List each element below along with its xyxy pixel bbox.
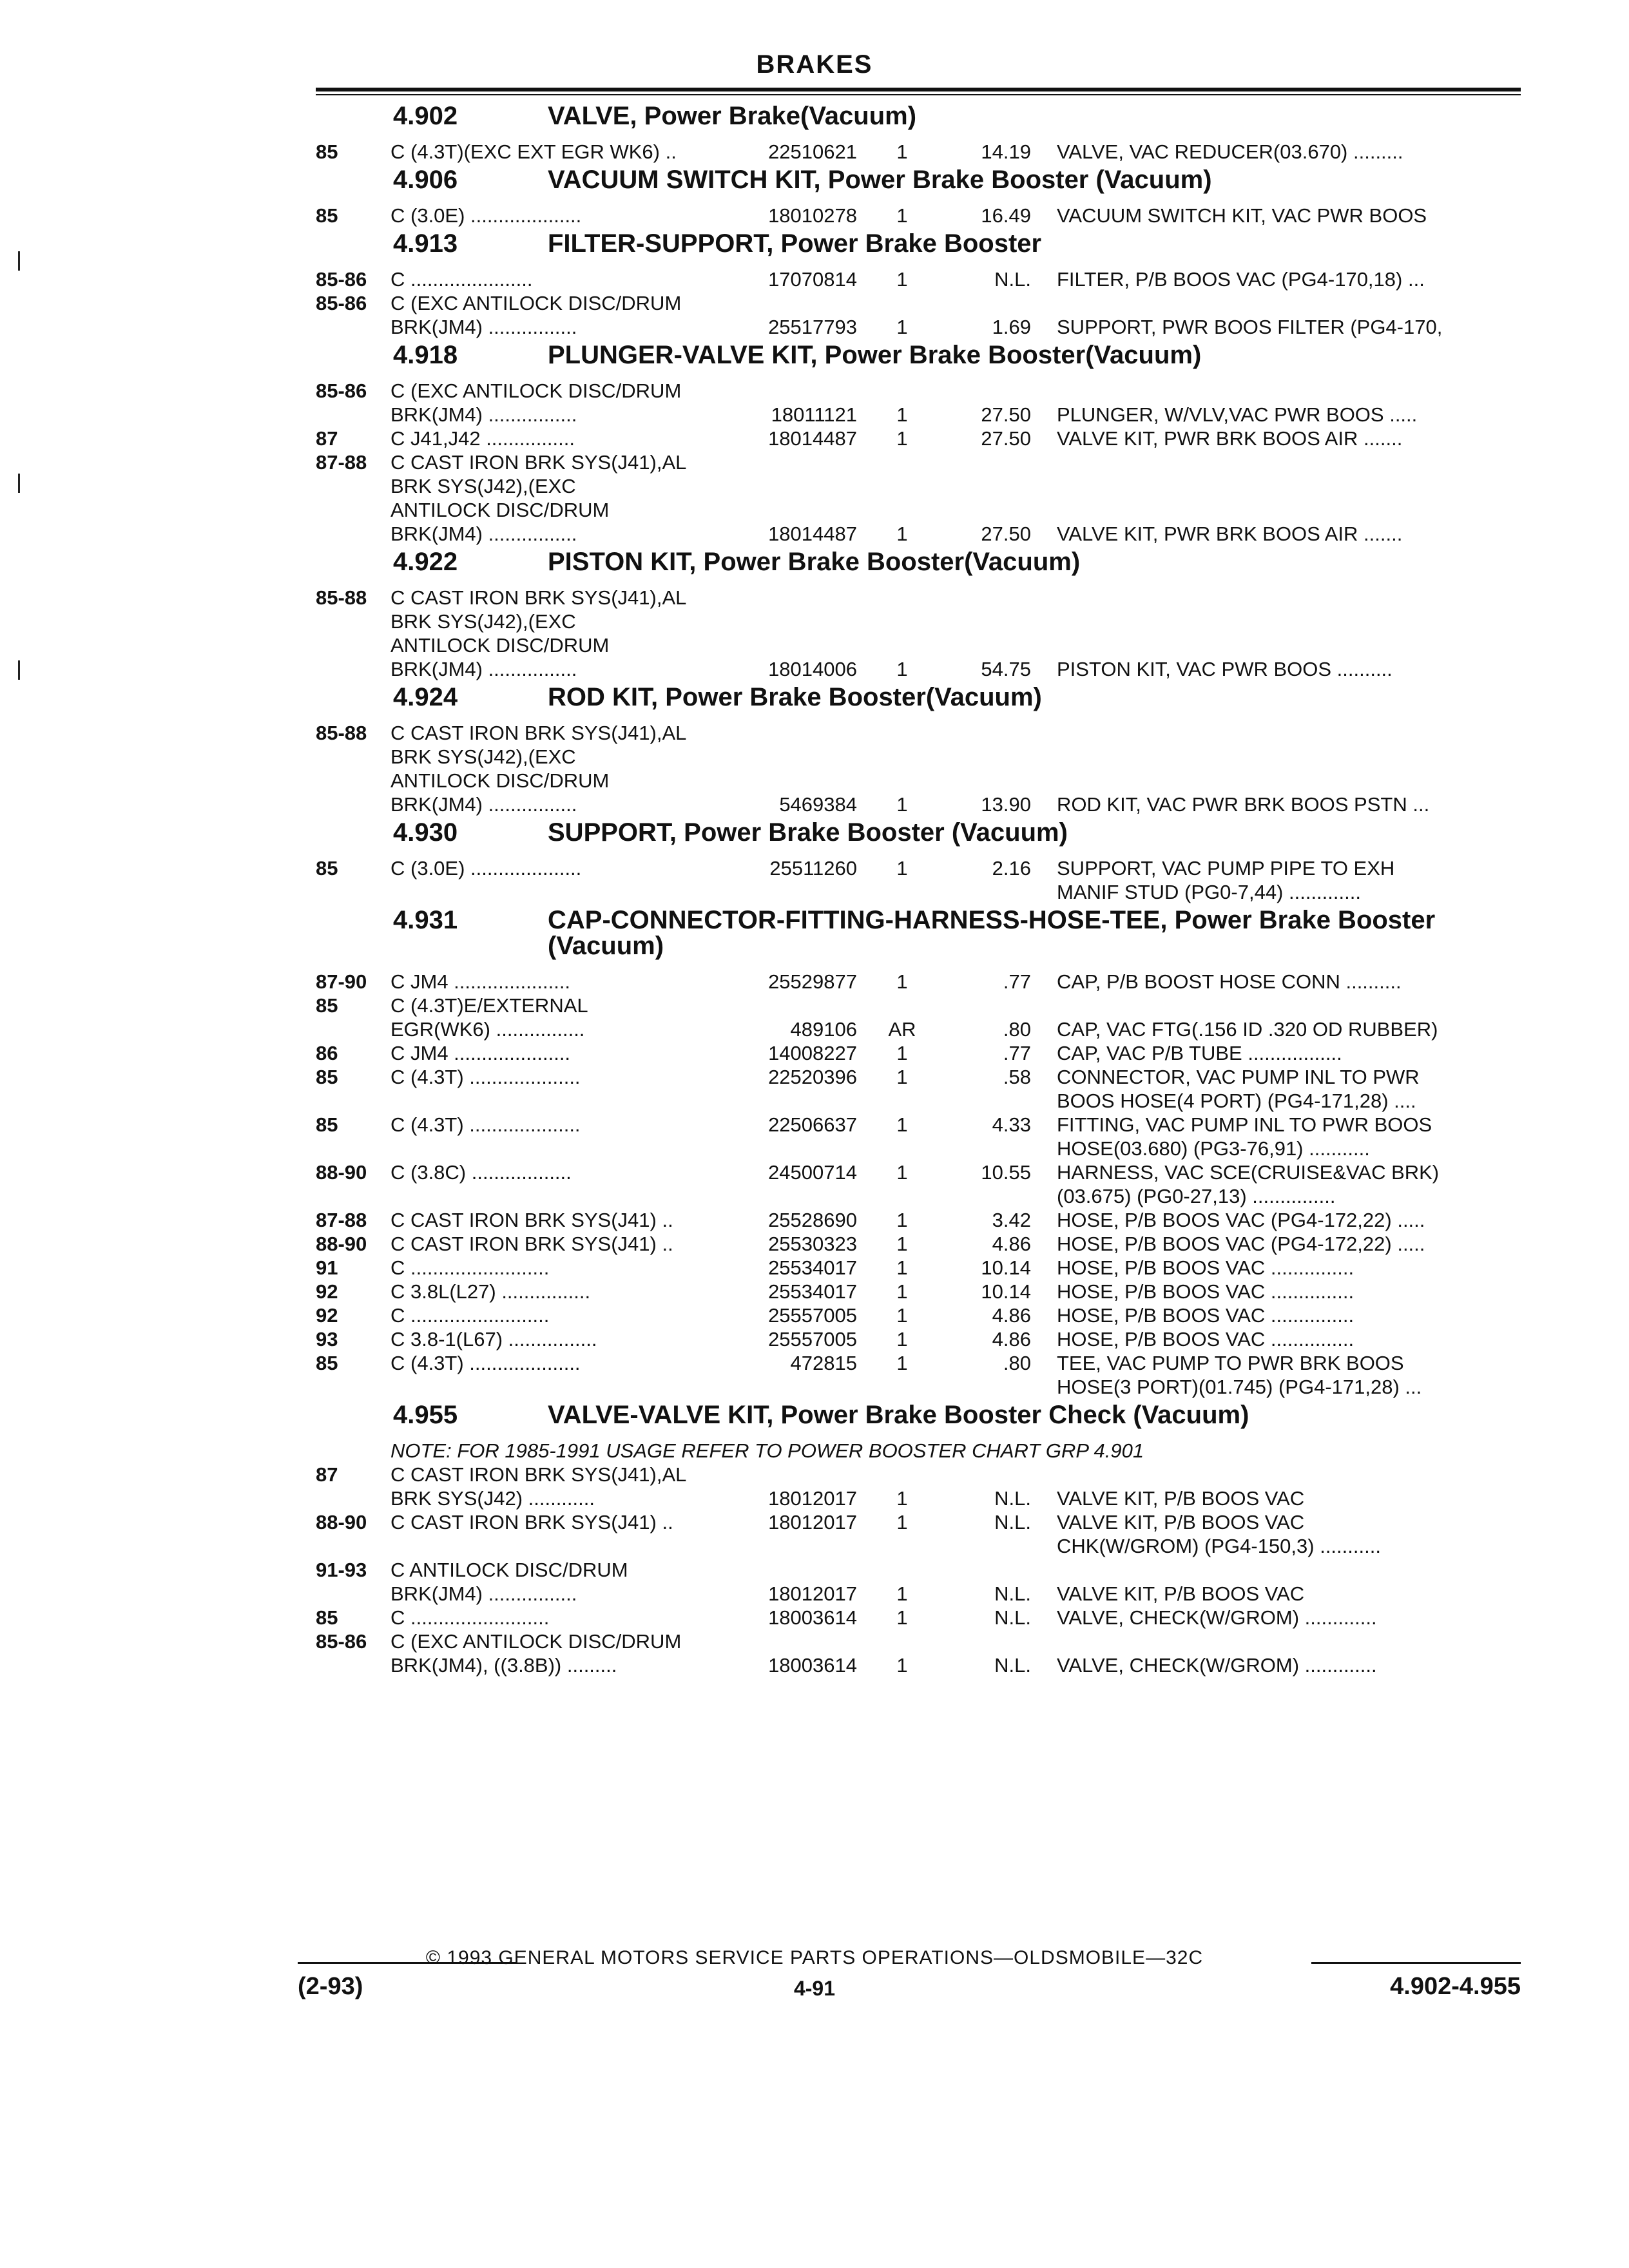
usage-condition: C J41,J42 ................ xyxy=(390,427,575,450)
model-year: 85-86 xyxy=(316,380,367,402)
usage-condition: C 3.8-1(L67) ................ xyxy=(390,1328,597,1350)
model-year: 85-88 xyxy=(316,722,367,744)
usage-condition: C (4.3T) .................... xyxy=(390,1066,581,1088)
part-description: SUPPORT, PWR BOOS FILTER (PG4-170, xyxy=(1057,316,1443,338)
table-row xyxy=(0,1352,1629,1375)
usage-condition: C (3.0E) .................... xyxy=(390,204,582,227)
price: .80 xyxy=(1003,1352,1031,1374)
table-row xyxy=(0,1559,1629,1582)
table-row-continuation xyxy=(0,1137,1629,1160)
quantity: 1 xyxy=(896,1209,908,1231)
table-row xyxy=(0,1328,1629,1351)
table-row-continuation xyxy=(0,769,1629,793)
part-description: CAP, VAC P/B TUBE ................. xyxy=(1057,1042,1342,1064)
price: 4.33 xyxy=(992,1113,1031,1136)
model-year: 87-90 xyxy=(316,970,367,993)
model-year: 87-88 xyxy=(316,1209,367,1231)
part-description: CAP, P/B BOOST HOSE CONN .......... xyxy=(1057,970,1402,993)
quantity: 1 xyxy=(896,403,908,426)
model-year: 85 xyxy=(316,1113,338,1136)
model-year: 93 xyxy=(316,1328,338,1350)
part-number: 22510621 xyxy=(768,140,857,163)
part-number: 18014006 xyxy=(768,658,857,680)
usage-condition: ANTILOCK DISC/DRUM xyxy=(390,634,610,657)
part-number: 5469384 xyxy=(779,793,857,816)
part-description: VALVE KIT, PWR BRK BOOS AIR ....... xyxy=(1057,523,1403,545)
table-row xyxy=(0,1606,1629,1629)
table-row-continuation xyxy=(0,1018,1629,1041)
price: N.L. xyxy=(994,1487,1031,1510)
section-title: CAP-CONNECTOR-FITTING-HARNESS-HOSE-TEE, Power Brake Booster (Vacuum) xyxy=(548,906,1436,960)
footer-copyright: © 1993 GENERAL MOTORS SERVICE PARTS OPERATIONS—OLDSMOBILE—32C xyxy=(425,1947,1204,1968)
section-number: 4.930 xyxy=(393,818,458,847)
model-year: 85 xyxy=(316,1352,338,1374)
part-number: 18012017 xyxy=(768,1511,857,1533)
model-year: 85 xyxy=(316,857,338,879)
quantity: 1 xyxy=(896,1042,908,1064)
model-year: 88-90 xyxy=(316,1161,367,1184)
table-row xyxy=(0,268,1629,291)
section-number: 4.924 xyxy=(393,683,458,711)
usage-condition: C CAST IRON BRK SYS(J41) .. xyxy=(390,1209,673,1231)
price: 27.50 xyxy=(981,403,1031,426)
part-number: 18011121 xyxy=(771,403,857,426)
model-year: 85-88 xyxy=(316,586,367,609)
price: .58 xyxy=(1003,1066,1031,1088)
part-description: HOSE, P/B BOOS VAC ............... xyxy=(1057,1328,1354,1350)
usage-condition: BRK(JM4) ................ xyxy=(390,658,577,680)
section-title: PLUNGER-VALVE KIT, Power Brake Booster(Vacuum) xyxy=(548,341,1202,369)
quantity: 1 xyxy=(896,1233,908,1255)
price: 54.75 xyxy=(981,658,1031,680)
usage-condition: C (EXC ANTILOCK DISC/DRUM xyxy=(390,1630,682,1653)
part-number: 25534017 xyxy=(768,1280,857,1303)
part-description: BOOS HOSE(4 PORT) (PG4-171,28) .... xyxy=(1057,1090,1416,1112)
section-number: 4.955 xyxy=(393,1401,458,1429)
header-rule-thin xyxy=(316,94,1521,95)
usage-condition: BRK(JM4) ................ xyxy=(390,793,577,816)
table-row xyxy=(0,292,1629,315)
part-description: VACUUM SWITCH KIT, VAC PWR BOOS xyxy=(1057,204,1427,227)
usage-condition: BRK(JM4), ((3.8B)) ......... xyxy=(390,1654,617,1677)
quantity: 1 xyxy=(896,1280,908,1303)
table-row-continuation xyxy=(0,499,1629,522)
usage-condition: ANTILOCK DISC/DRUM xyxy=(390,499,610,521)
quantity: 1 xyxy=(896,1606,908,1629)
usage-condition: C (3.8C) .................. xyxy=(390,1161,572,1184)
model-year: 85-86 xyxy=(316,268,367,291)
usage-condition: C (3.0E) .................... xyxy=(390,857,582,879)
table-row xyxy=(0,1280,1629,1303)
table-row xyxy=(0,586,1629,610)
quantity: 1 xyxy=(896,204,908,227)
table-row xyxy=(0,204,1629,227)
part-description: HOSE, P/B BOOS VAC ............... xyxy=(1057,1304,1354,1327)
table-row xyxy=(0,1256,1629,1280)
part-number: 18012017 xyxy=(768,1487,857,1510)
section-number: 4.931 xyxy=(393,906,458,934)
part-description: VALVE, CHECK(W/GROM) ............. xyxy=(1057,1606,1377,1629)
part-description: CONNECTOR, VAC PUMP INL TO PWR xyxy=(1057,1066,1420,1088)
part-number: 25511260 xyxy=(769,857,857,879)
section-title: VALVE, Power Brake(Vacuum) xyxy=(548,102,917,130)
model-year: 85 xyxy=(316,204,338,227)
quantity: 1 xyxy=(896,268,908,291)
section-number: 4.906 xyxy=(393,166,458,194)
part-number: 489106 xyxy=(790,1018,857,1041)
part-number: 22506637 xyxy=(768,1113,857,1136)
part-description: TEE, VAC PUMP TO PWR BRK BOOS xyxy=(1057,1352,1404,1374)
part-description: VALVE KIT, P/B BOOS VAC xyxy=(1057,1487,1305,1510)
part-description: SUPPORT, VAC PUMP PIPE TO EXH xyxy=(1057,857,1395,879)
part-description: VALVE KIT, PWR BRK BOOS AIR ....... xyxy=(1057,427,1403,450)
table-row-continuation xyxy=(0,881,1629,904)
part-number: 14008227 xyxy=(768,1042,857,1064)
section-title: FILTER-SUPPORT, Power Brake Booster xyxy=(548,229,1042,258)
part-number: 472815 xyxy=(790,1352,857,1374)
table-row-continuation xyxy=(0,523,1629,546)
part-description: HOSE(03.680) (PG3-76,91) ........... xyxy=(1057,1137,1370,1160)
table-row-continuation xyxy=(0,793,1629,816)
quantity: 1 xyxy=(896,523,908,545)
table-row-continuation xyxy=(0,1090,1629,1113)
table-row xyxy=(0,1233,1629,1256)
margin-mark xyxy=(18,251,20,271)
price: 4.86 xyxy=(992,1304,1031,1327)
price: .77 xyxy=(1003,970,1031,993)
table-row xyxy=(0,1042,1629,1065)
usage-condition: C (4.3T) .................... xyxy=(390,1113,581,1136)
footer-date: (2-93) xyxy=(298,1973,363,2000)
part-description: VALVE KIT, P/B BOOS VAC xyxy=(1057,1582,1305,1605)
table-row xyxy=(0,1630,1629,1653)
table-row-continuation xyxy=(0,316,1629,339)
part-description: PISTON KIT, VAC PWR BOOS .......... xyxy=(1057,658,1393,680)
usage-condition: C ......................... xyxy=(390,1606,550,1629)
quantity: 1 xyxy=(896,1113,908,1136)
table-row xyxy=(0,140,1629,164)
usage-condition: C CAST IRON BRK SYS(J41) .. xyxy=(390,1233,673,1255)
table-row-continuation xyxy=(0,634,1629,657)
table-row xyxy=(0,1161,1629,1184)
quantity: 1 xyxy=(896,970,908,993)
price: 2.16 xyxy=(992,857,1031,879)
quantity: 1 xyxy=(896,1654,908,1677)
part-description: FILTER, P/B BOOS VAC (PG4-170,18) ... xyxy=(1057,268,1425,291)
price: N.L. xyxy=(994,1511,1031,1533)
margin-mark xyxy=(18,474,20,493)
usage-condition: BRK(JM4) ................ xyxy=(390,523,577,545)
part-number: 18003614 xyxy=(768,1654,857,1677)
model-year: 92 xyxy=(316,1304,338,1327)
table-row xyxy=(0,994,1629,1017)
header-rule xyxy=(316,88,1521,91)
price: N.L. xyxy=(994,1582,1031,1605)
price: 10.14 xyxy=(981,1280,1031,1303)
quantity: 1 xyxy=(896,1582,908,1605)
part-description: PLUNGER, W/VLV,VAC PWR BOOS ..... xyxy=(1057,403,1418,426)
quantity: AR xyxy=(888,1018,916,1041)
part-number: 25557005 xyxy=(768,1328,857,1350)
model-year: 85 xyxy=(316,1606,338,1629)
quantity: 1 xyxy=(896,427,908,450)
usage-condition: C CAST IRON BRK SYS(J41),AL xyxy=(390,722,687,744)
section-title: PISTON KIT, Power Brake Booster(Vacuum) xyxy=(548,548,1081,576)
model-year: 85 xyxy=(316,994,338,1017)
table-row xyxy=(0,857,1629,880)
usage-condition: C CAST IRON BRK SYS(J41),AL xyxy=(390,451,687,474)
usage-condition: C (EXC ANTILOCK DISC/DRUM xyxy=(390,292,682,314)
part-number: 18014487 xyxy=(768,427,857,450)
part-description: VALVE KIT, P/B BOOS VAC xyxy=(1057,1511,1305,1533)
table-row xyxy=(0,1066,1629,1089)
model-year: 87 xyxy=(316,1463,338,1486)
section-number: 4.922 xyxy=(393,548,458,576)
price: 13.90 xyxy=(981,793,1031,816)
table-row xyxy=(0,1511,1629,1534)
usage-condition: ANTILOCK DISC/DRUM xyxy=(390,769,610,792)
price: N.L. xyxy=(994,1606,1031,1629)
part-number: 25534017 xyxy=(768,1256,857,1279)
part-description: ROD KIT, VAC PWR BRK BOOS PSTN ... xyxy=(1057,793,1430,816)
part-number: 22520396 xyxy=(768,1066,857,1088)
quantity: 1 xyxy=(896,1511,908,1533)
table-row xyxy=(0,1304,1629,1327)
model-year: 85-86 xyxy=(316,1630,367,1653)
part-number: 25529877 xyxy=(768,970,857,993)
part-description: HOSE, P/B BOOS VAC ............... xyxy=(1057,1280,1354,1303)
price: 27.50 xyxy=(981,523,1031,545)
part-description: HOSE, P/B BOOS VAC (PG4-172,22) ..... xyxy=(1057,1209,1425,1231)
section-number: 4.918 xyxy=(393,341,458,369)
table-row xyxy=(0,451,1629,474)
model-year: 88-90 xyxy=(316,1233,367,1255)
model-year: 91 xyxy=(316,1256,338,1279)
usage-condition: BRK SYS(J42),(EXC xyxy=(390,610,576,633)
footer-range: 4.902-4.955 xyxy=(1390,1973,1521,2000)
table-row xyxy=(0,722,1629,745)
page-title: BRAKES xyxy=(756,50,873,79)
table-row xyxy=(0,427,1629,450)
quantity: 1 xyxy=(896,857,908,879)
quantity: 1 xyxy=(896,793,908,816)
part-number: 25557005 xyxy=(768,1304,857,1327)
model-year: 92 xyxy=(316,1280,338,1303)
table-row xyxy=(0,380,1629,403)
table-row-continuation xyxy=(0,1582,1629,1606)
usage-condition: C ......................... xyxy=(390,1304,550,1327)
model-year: 91-93 xyxy=(316,1559,367,1581)
section-title: SUPPORT, Power Brake Booster (Vacuum) xyxy=(548,818,1068,847)
price: 27.50 xyxy=(981,427,1031,450)
price: 14.19 xyxy=(981,140,1031,163)
price: N.L. xyxy=(994,268,1031,291)
usage-condition: BRK(JM4) ................ xyxy=(390,316,577,338)
part-number: 25517793 xyxy=(768,316,857,338)
part-number: 17070814 xyxy=(768,268,857,291)
table-row-continuation xyxy=(0,1185,1629,1208)
usage-condition: C (EXC ANTILOCK DISC/DRUM xyxy=(390,380,682,402)
usage-condition: C JM4 ..................... xyxy=(390,970,571,993)
section-title: VALVE-VALVE KIT, Power Brake Booster Check (Vacuum) xyxy=(548,1401,1249,1429)
usage-condition: C ANTILOCK DISC/DRUM xyxy=(390,1559,628,1581)
usage-condition: BRK SYS(J42) ............ xyxy=(390,1487,595,1510)
usage-condition: C CAST IRON BRK SYS(J41),AL xyxy=(390,586,687,609)
table-row-continuation xyxy=(0,610,1629,633)
quantity: 1 xyxy=(896,1304,908,1327)
part-description: HARNESS, VAC SCE(CRUISE&VAC BRK) xyxy=(1057,1161,1440,1184)
table-row-continuation xyxy=(0,1487,1629,1510)
part-description: HOSE, P/B BOOS VAC ............... xyxy=(1057,1256,1354,1279)
quantity: 1 xyxy=(896,316,908,338)
table-row xyxy=(0,970,1629,994)
table-row-continuation xyxy=(0,1376,1629,1399)
usage-condition: BRK SYS(J42),(EXC xyxy=(390,745,576,768)
table-row-continuation xyxy=(0,1654,1629,1677)
usage-condition: C (4.3T)(EXC EXT EGR WK6) .. xyxy=(390,140,677,163)
section-note: NOTE: FOR 1985-1991 USAGE REFER TO POWER BOOSTER CHART GRP 4.901 xyxy=(390,1439,1144,1462)
quantity: 1 xyxy=(896,1066,908,1088)
table-row-continuation xyxy=(0,475,1629,498)
usage-condition: BRK SYS(J42),(EXC xyxy=(390,475,576,497)
usage-condition: C CAST IRON BRK SYS(J41),AL xyxy=(390,1463,687,1486)
price: 10.14 xyxy=(981,1256,1031,1279)
part-description: (03.675) (PG0-27,13) ............... xyxy=(1057,1185,1336,1207)
quantity: 1 xyxy=(896,140,908,163)
model-year: 85-86 xyxy=(316,292,367,314)
part-number: 24500714 xyxy=(768,1161,857,1184)
margin-mark xyxy=(18,660,20,680)
usage-condition: C 3.8L(L27) ................ xyxy=(390,1280,591,1303)
table-row xyxy=(0,1113,1629,1137)
model-year: 87 xyxy=(316,427,338,450)
price: 4.86 xyxy=(992,1328,1031,1350)
part-number: 25528690 xyxy=(768,1209,857,1231)
section-number: 4.902 xyxy=(393,102,458,130)
usage-condition: BRK(JM4) ................ xyxy=(390,1582,577,1605)
part-description: MANIF STUD (PG0-7,44) ............. xyxy=(1057,881,1361,903)
section-title: VACUUM SWITCH KIT, Power Brake Booster (Vacuum) xyxy=(548,166,1212,194)
part-description: CHK(W/GROM) (PG4-150,3) ........... xyxy=(1057,1535,1381,1557)
quantity: 1 xyxy=(896,1352,908,1374)
usage-condition: C CAST IRON BRK SYS(J41) .. xyxy=(390,1511,673,1533)
part-description: HOSE, P/B BOOS VAC (PG4-172,22) ..... xyxy=(1057,1233,1425,1255)
table-row-continuation xyxy=(0,1535,1629,1558)
part-description: FITTING, VAC PUMP INL TO PWR BOOS xyxy=(1057,1113,1432,1136)
part-description: VALVE, CHECK(W/GROM) ............. xyxy=(1057,1654,1377,1677)
part-number: 18010278 xyxy=(768,204,857,227)
usage-condition: EGR(WK6) ................ xyxy=(390,1018,585,1041)
page-number: 4-91 xyxy=(793,1977,836,2000)
part-number: 18012017 xyxy=(768,1582,857,1605)
usage-condition: C (4.3T)E/EXTERNAL xyxy=(390,994,588,1017)
model-year: 88-90 xyxy=(316,1511,367,1533)
price: 1.69 xyxy=(992,316,1031,338)
part-description: CAP, VAC FTG(.156 ID .320 OD RUBBER) xyxy=(1057,1018,1438,1041)
table-row xyxy=(0,1463,1629,1486)
quantity: 1 xyxy=(896,1161,908,1184)
part-description: HOSE(3 PORT)(01.745) (PG4-171,28) ... xyxy=(1057,1376,1422,1398)
usage-condition: C ......................... xyxy=(390,1256,550,1279)
quantity: 1 xyxy=(896,658,908,680)
usage-condition: BRK(JM4) ................ xyxy=(390,403,577,426)
model-year: 87-88 xyxy=(316,451,367,474)
part-description: VALVE, VAC REDUCER(03.670) ......... xyxy=(1057,140,1403,163)
model-year: 85 xyxy=(316,140,338,163)
part-number: 25530323 xyxy=(768,1233,857,1255)
table-row-continuation xyxy=(0,403,1629,427)
part-number: 18014487 xyxy=(768,523,857,545)
price: 4.86 xyxy=(992,1233,1031,1255)
price: 3.42 xyxy=(992,1209,1031,1231)
quantity: 1 xyxy=(896,1328,908,1350)
section-title: ROD KIT, Power Brake Booster(Vacuum) xyxy=(548,683,1042,711)
price: .80 xyxy=(1003,1018,1031,1041)
usage-condition: C ...................... xyxy=(390,268,533,291)
usage-condition: C JM4 ..................... xyxy=(390,1042,571,1064)
price: N.L. xyxy=(994,1654,1031,1677)
usage-condition: C (4.3T) .................... xyxy=(390,1352,581,1374)
part-number: 18003614 xyxy=(768,1606,857,1629)
table-row-continuation xyxy=(0,658,1629,681)
price: 10.55 xyxy=(981,1161,1031,1184)
price: .77 xyxy=(1003,1042,1031,1064)
quantity: 1 xyxy=(896,1487,908,1510)
model-year: 86 xyxy=(316,1042,338,1064)
model-year: 85 xyxy=(316,1066,338,1088)
table-row-continuation xyxy=(0,745,1629,769)
quantity: 1 xyxy=(896,1256,908,1279)
table-row xyxy=(0,1209,1629,1232)
section-number: 4.913 xyxy=(393,229,458,258)
price: 16.49 xyxy=(981,204,1031,227)
